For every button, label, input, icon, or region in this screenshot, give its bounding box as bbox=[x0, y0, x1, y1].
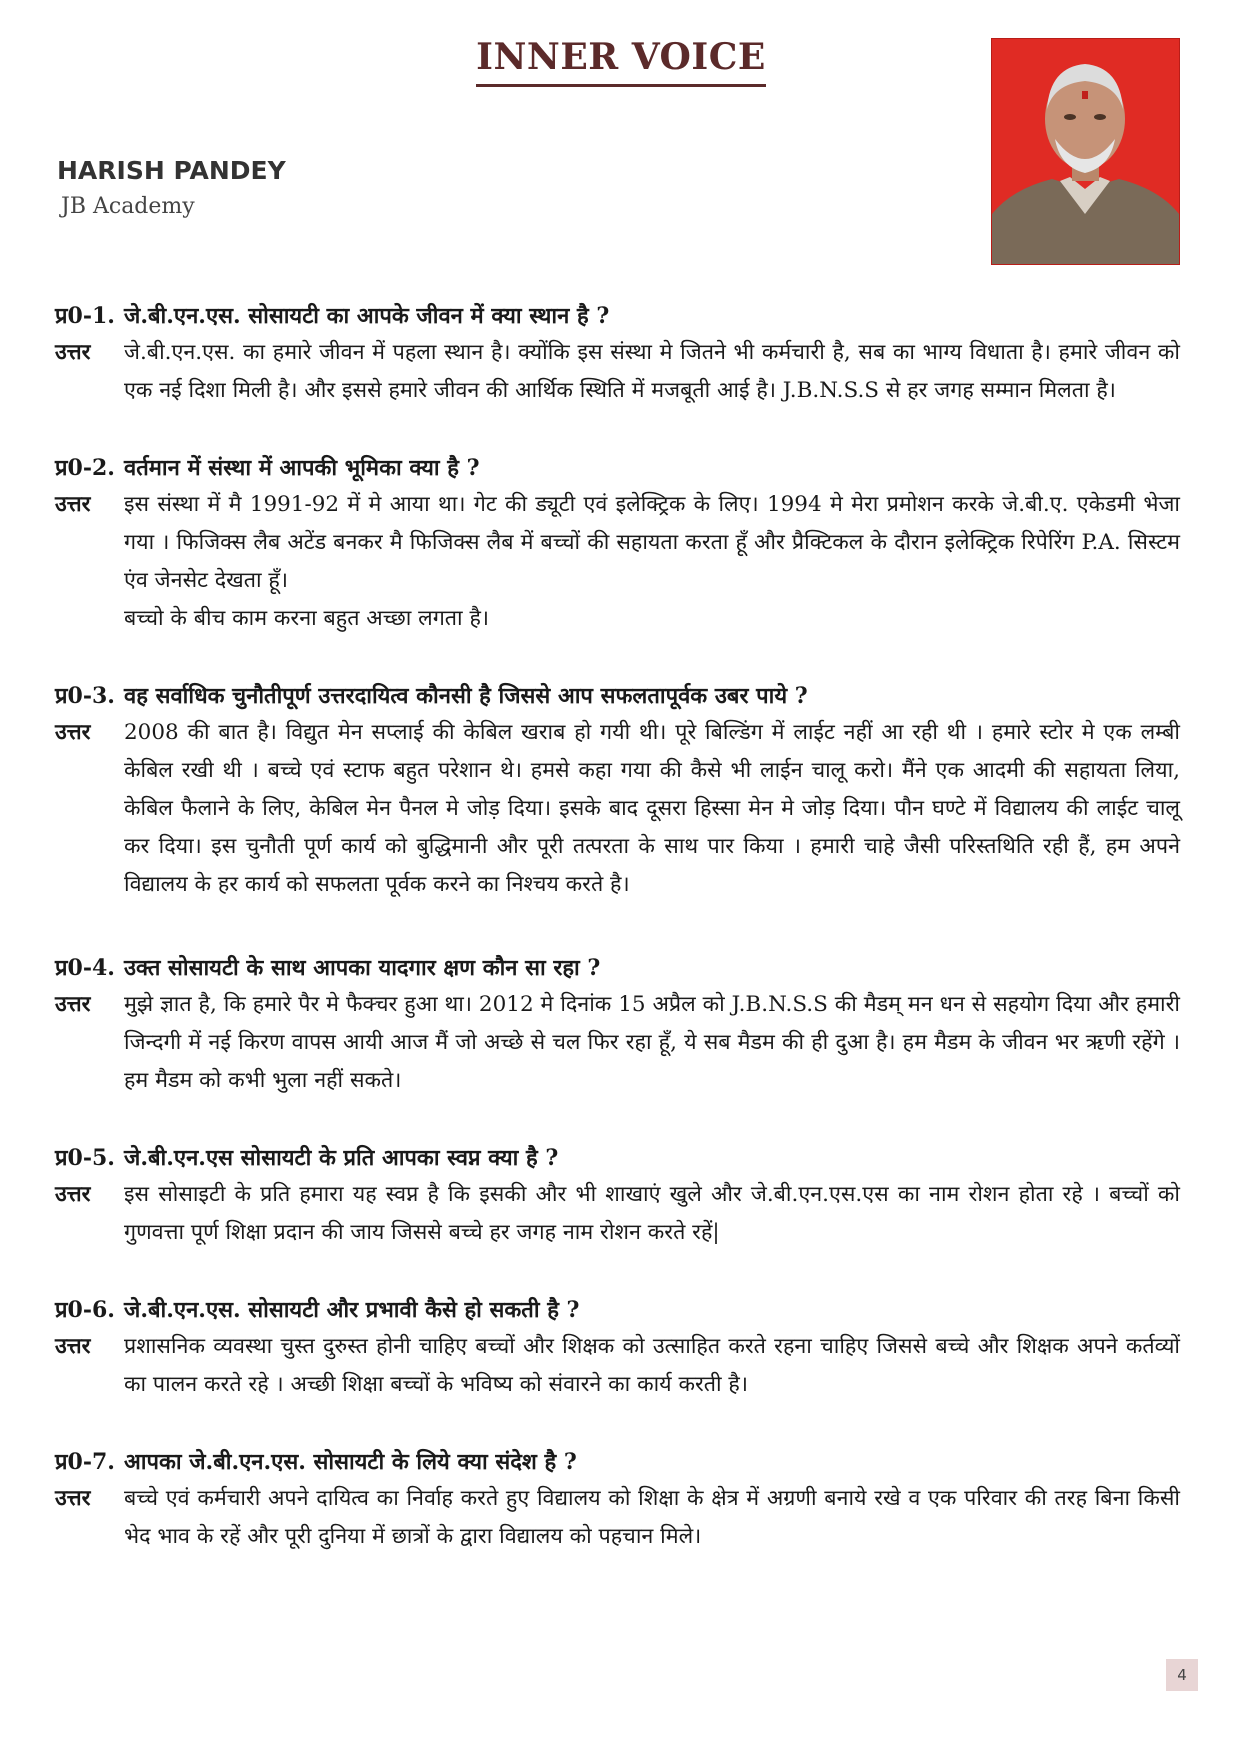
question-number: प्र0-3. bbox=[55, 683, 115, 709]
question-number: प्र0-7. bbox=[55, 1449, 115, 1475]
answer-label: उत्तर bbox=[55, 992, 91, 1017]
question-number: प्र0-6. bbox=[55, 1297, 115, 1323]
question-text: वह सर्वाधिक चुनौतीपूर्ण उत्तरदायित्व कौनसी है जिससे आप सफलतापूर्वक उबर पाये ? bbox=[124, 683, 808, 709]
answer-text: बच्चे एवं कर्मचारी अपने दायित्व का निर्वाह करते हुए विद्यालय को शिक्षा के क्षेत्र में अग्रणी बनाये रखे व एक परिवार की तरह बिना किसी भेद भाव के रहें और पूरी दुनिया में छात्रों के द्वारा विद्यालय को पहचान मिले। bbox=[124, 1486, 1180, 1549]
qa-item-4 bbox=[55, 950, 1180, 1100]
qa-item-5 bbox=[55, 1140, 1180, 1252]
qa-item-3 bbox=[55, 678, 1180, 904]
qa-item-1 bbox=[55, 298, 1180, 410]
answer-text: प्रशासनिक व्यवस्था चुस्त दुरुस्त होनी चाहिए बच्चों और शिक्षक को उत्साहित करते रहना चाहिए जिससे बच्चे और शिक्षक अपने कर्तव्यों का पालन करते रहे । अच्छी शिक्षा बच्चों के भविष्य को संवारने का कार्य करती है। bbox=[124, 1334, 1180, 1397]
question-number: प्र0-1. bbox=[55, 303, 115, 329]
question-number: प्र0-2. bbox=[55, 455, 115, 481]
portrait-image bbox=[992, 39, 1179, 264]
answer-text: जे.बी.एन.एस. का हमारे जीवन में पहला स्थान है। क्योंकि इस संस्था मे जितने भी कर्मचारी है, सब का भाग्य विधाता है। हमारे जीवन को एक नई दिशा मिली है। और इससे हमारे जीवन की आर्थिक स्थिति में मजबूती आई है। J.B.N.S.S से हर जगह सम्मान मिलता है। bbox=[124, 340, 1180, 403]
question-text: जे.बी.एन.एस. सोसायटी का आपके जीवन में क्या स्थान है ? bbox=[124, 303, 610, 329]
page-title: INNER VOICE bbox=[476, 36, 766, 78]
answer-label: उत्तर bbox=[55, 492, 91, 517]
qa-item-2 bbox=[55, 450, 1180, 638]
question-text: जे.बी.एन.एस. सोसायटी और प्रभावी कैसे हो सकती है ? bbox=[124, 1297, 580, 1323]
author-name: HARISH PANDEY bbox=[57, 156, 286, 185]
question-text: जे.बी.एन.एस सोसायटी के प्रति आपका स्वप्न क्या है ? bbox=[124, 1145, 559, 1171]
page-number-badge: 4 bbox=[1166, 1659, 1198, 1691]
author-organization: JB Academy bbox=[61, 194, 195, 219]
title-underline bbox=[476, 84, 766, 87]
question-number: प्र0-5. bbox=[55, 1145, 115, 1171]
answer-label: उत्तर bbox=[55, 1486, 91, 1511]
portrait-photo bbox=[991, 38, 1180, 265]
qa-list bbox=[55, 298, 1180, 1596]
answer-label: उत्तर bbox=[55, 1182, 91, 1207]
question-text: उक्त सोसायटी के साथ आपका यादगार क्षण कौन सा रहा ? bbox=[124, 955, 601, 981]
qa-item-7 bbox=[55, 1444, 1180, 1556]
answer-label: उत्तर bbox=[55, 1334, 91, 1359]
answer-text: मुझे ज्ञात है, कि हमारे पैर मे फैक्चर हुआ था। 2012 मे दिनांक 15 अप्रैल को J.B.N.S.S की मैडम् मन धन से सहयोग दिया और हमारी जिन्दगी में नई किरण वापस आयी आज मैं जो अच्छे से चल फिर रहा हूँ, ये सब मैडम की ही दुआ है। हम मैडम के जीवन भर ऋणी रहेंगे । हम मैडम को कभी भुला नहीं सकते। bbox=[124, 992, 1180, 1093]
answer-text: 2008 की बात है। विद्युत मेन सप्लाई की केबिल खराब हो गयी थी। पूरे बिल्डिंग में लाईट नहीं आ रही थी । हमारे स्टोर मे एक लम्बी केबिल रखी थी । बच्चे एवं स्टाफ बहुत परेशान थे। हमसे कहा गया की कैसे भी लाईन चालू करो। मैंने एक आदमी की सहायता लिया, केबिल फैलाने के लिए, केबिल मेन पैनल मे जोड़ दिया। इसके बाद दूसरा हिस्सा मेन मे जोड़ दिया। पौन घण्टे में विद्यालय की लाईट चालू कर दिया। इस चुनौती पूर्ण कार्य को बुद्धिमानी और पूरी तत्परता के साथ पार किया । हमारी चाहे जैसी परिस्तथिति रही हैं, हम अपने विद्यालय के हर कार्य को सफलता पूर्वक करने का निश्चय करते है। bbox=[124, 720, 1180, 897]
answer-text: इस सोसाइटी के प्रति हमारा यह स्वप्न है कि इसकी और भी शाखाएं खुले और जे.बी.एन.एस.एस का नाम रोशन होता रहे । बच्चों को गुणवत्ता पूर्ण शिक्षा प्रदान की जाय जिससे बच्चे हर जगह नाम रोशन करते रहें| bbox=[124, 1182, 1180, 1245]
answer-label: उत्तर bbox=[55, 340, 91, 365]
answer-text: इस संस्था में मै 1991-92 में मे आया था। गेट की ड्यूटी एवं इलेक्ट्रिक के लिए। 1994 मे मेरा प्रमोशन करके जे.बी.ए. एकेडमी भेजा गया । फिजिक्स लैब अटेंड बनकर मै फिजिक्स लैब में बच्चों की सहायता करता हूँ और प्रैक्टिकल के दौरान इलेक्ट्रिक रिपेरिंग P.A. सिस्टम एंव जेनसेट देखता हूँ। bbox=[124, 492, 1180, 593]
answer-label: उत्तर bbox=[55, 720, 91, 745]
question-text: आपका जे.बी.एन.एस. सोसायटी के लिये क्या संदेश है ? bbox=[124, 1449, 577, 1475]
qa-item-6 bbox=[55, 1292, 1180, 1404]
question-text: वर्तमान में संस्था में आपकी भूमिका क्या है ? bbox=[124, 455, 480, 481]
answer-extra-text: बच्चो के बीच काम करना बहुत अच्छा लगता है। bbox=[124, 606, 490, 631]
question-number: प्र0-4. bbox=[55, 955, 115, 981]
